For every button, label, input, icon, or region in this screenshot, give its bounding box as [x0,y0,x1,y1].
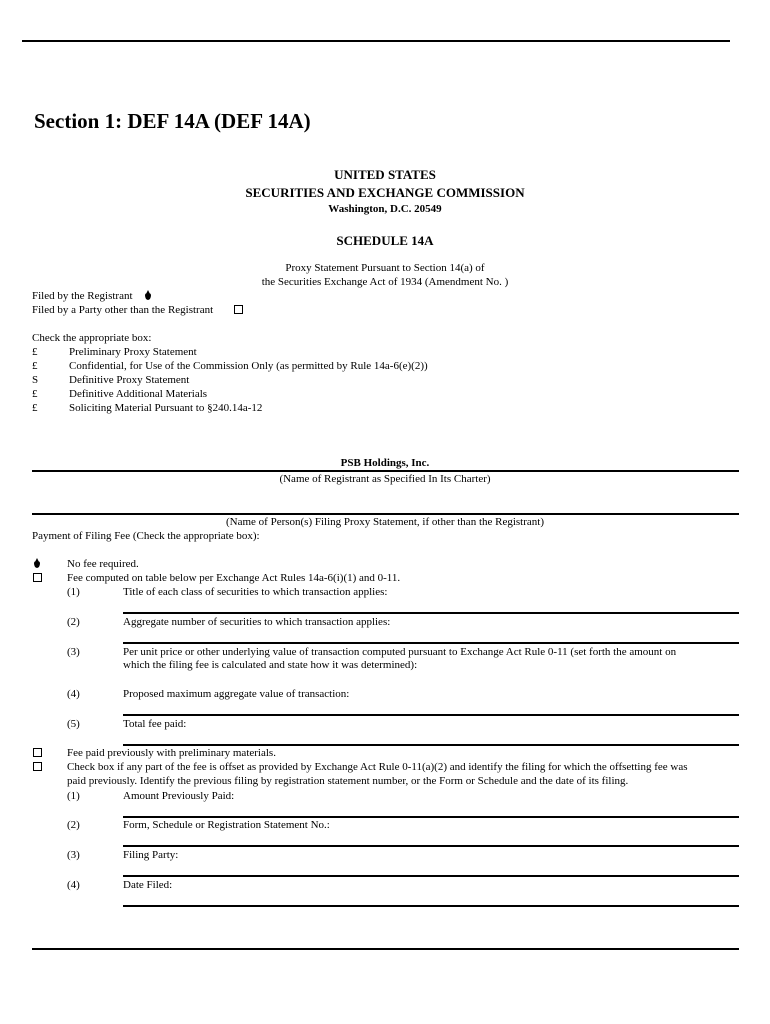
checkbox-label: Soliciting Material Pursuant to §240.14a-12 [69,402,263,414]
fee-answer-line[interactable] [123,744,739,746]
offset-label-1: Check box if any part of the fee is offset as provided by Exchange Act Rule 0-11(a)(2) and identify the filing for which the offsetting fee was [67,761,688,773]
registrant-caption: (Name of Registrant as Specified In Its Charter) [279,473,491,485]
offset-item-number: (1) [67,790,80,802]
empty-checkbox-icon[interactable] [33,762,42,771]
offset-answer-line[interactable] [123,875,739,877]
checkbox-label: Preliminary Proxy Statement [69,346,197,358]
empty-checkbox-icon[interactable] [33,573,42,582]
proxy-line-2: the Securities Exchange Act of 1934 (Amendment No. ) [261,276,509,288]
offset-item-number: (2) [67,819,80,831]
fee-answer-line[interactable] [123,714,739,716]
empty-checkbox-icon[interactable] [33,748,42,757]
fee-item-label: Proposed maximum aggregate value of transaction: [123,688,350,700]
fee-computed-label: Fee computed on table below per Exchange Act Rules 14a-6(i)(1) and 0-11. [67,572,401,584]
fee-item-label: Per unit price or other underlying value of transaction computed pursuant to Exchange Act Rule 0-11 (set forth the amount on [123,646,677,658]
checkbox-mark[interactable]: £ [32,388,38,400]
proxy-line-1: Proxy Statement Pursuant to Section 14(a) of [285,262,485,274]
offset-item-number: (3) [67,849,80,861]
filed-by-registrant: Filed by the Registrant [32,290,133,302]
filer-rule [32,513,739,515]
offset-item-label: Filing Party: [123,849,179,861]
fee-item-number: (4) [67,688,80,700]
no-fee-label: No fee required. [67,558,139,570]
offset-answer-line[interactable] [123,905,739,907]
fee-item-label-cont: which the filing fee is calculated and state how it was determined): [123,659,418,671]
bottom-rule [32,948,739,950]
section-title: Section 1: DEF 14A (DEF 14A) [34,109,311,133]
top-rule [22,40,730,42]
registrant-rule [32,470,739,472]
header-line-1: UNITED STATES [334,167,436,182]
checkbox-mark[interactable]: S [32,374,39,386]
header-line-3: Washington, D.C. 20549 [328,203,442,215]
offset-item-label: Form, Schedule or Registration Statement No.: [123,819,330,831]
offset-item-label: Date Filed: [123,879,173,891]
fee-item-label: Total fee paid: [123,718,187,730]
header-line-2: SECURITIES AND EXCHANGE COMMISSION [245,185,525,200]
offset-label-2: paid previously. Identify the previous filing by registration statement number, or the Form or Schedule and the date of its filing. [67,775,629,787]
fee-item-number: (1) [67,586,80,598]
checkbox-label: Definitive Additional Materials [69,388,208,400]
checkbox-mark[interactable]: £ [32,360,38,372]
fee-item-number: (2) [67,616,80,628]
checkbox-mark[interactable]: £ [32,402,38,414]
checkbox-mark[interactable]: £ [32,346,38,358]
fee-item-number: (3) [67,646,80,658]
schedule-title: SCHEDULE 14A [336,233,434,248]
fee-answer-line[interactable] [123,612,739,614]
fee-item-number: (5) [67,718,80,730]
fee-item-label: Aggregate number of securities to which transaction applies: [123,616,391,628]
prelim-label: Fee paid previously with preliminary materials. [67,747,276,759]
checkbox-label: Definitive Proxy Statement [69,374,190,386]
offset-answer-line[interactable] [123,845,739,847]
checkbox-label: Confidential, for Use of the Commission Only (as permitted by Rule 14a-6(e)(2)) [69,360,428,372]
offset-item-label: Amount Previously Paid: [123,790,235,802]
filer-caption: (Name of Person(s) Filing Proxy Statement, if other than the Registrant) [225,516,545,528]
registrant-name: PSB Holdings, Inc. [340,457,430,469]
filed-by-other: Filed by a Party other than the Registrant [32,304,214,316]
offset-item-number: (4) [67,879,80,891]
check-box-heading: Check the appropriate box: [32,332,152,344]
payment-heading: Payment of Filing Fee (Check the appropriate box): [32,530,260,542]
empty-checkbox-icon[interactable] [234,305,243,314]
fee-answer-line[interactable] [123,642,739,644]
offset-answer-line[interactable] [123,816,739,818]
fee-item-label: Title of each class of securities to which transaction applies: [123,586,388,598]
